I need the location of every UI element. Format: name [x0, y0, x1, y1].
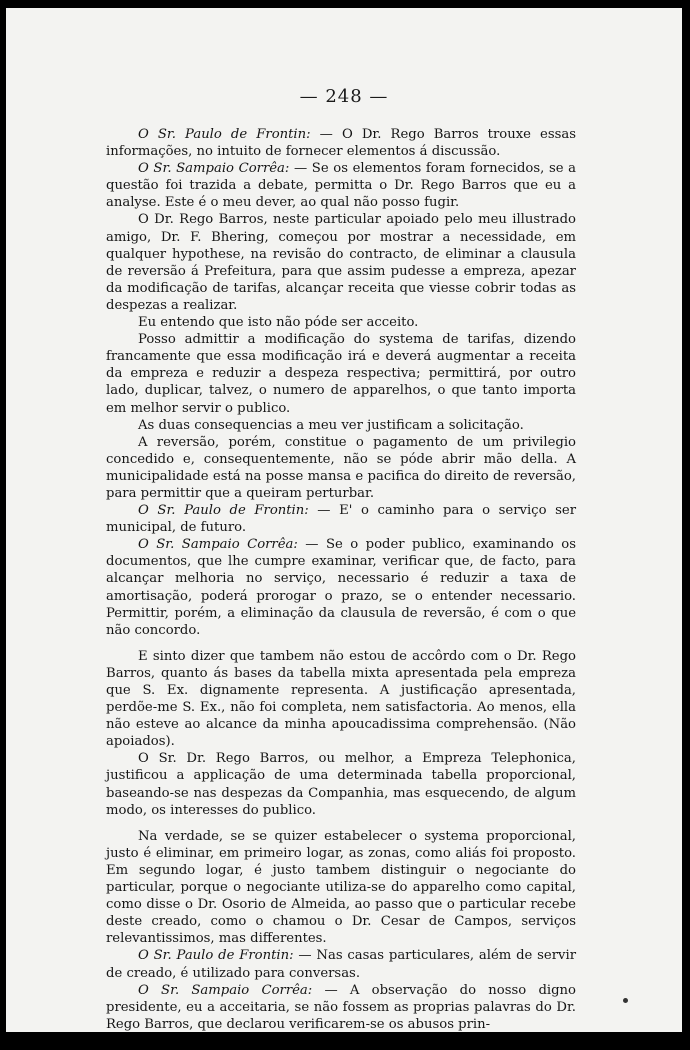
- paragraph-text: — O Dr. Rego Barros trouxe essas informações, no intuito de fornecer elementos á discussão.: [106, 127, 576, 160]
- paragraph: [106, 648, 576, 751]
- speaker-name: O Sr. Paulo de Frontin:: [138, 503, 309, 519]
- paragraph: [106, 502, 576, 536]
- paragraph-text: — Se os elementos foram fornecidos, se a questão foi trazida a debate, permitta o Dr. Rego Barros que eu a analyse. Este é o meu dever, ao qual não posso fugir.: [106, 161, 577, 211]
- page-body: [106, 126, 576, 1033]
- page-number: — 248 —: [299, 86, 389, 107]
- paragraph-text: Posso admittir a modificação do systema de tarifas, dizendo francamente que essa modificação irá e deverá augmentar a receita da empreza e reduzir a despeza respectiva; permittirá, por outro lado, duplicar, talvez, o numero de apparelhos, o que tanto importa em melhor servir o publico.: [106, 332, 576, 416]
- paragraph: [106, 417, 576, 434]
- speaker-name: O Sr. Sampaio Corrêa:: [138, 982, 313, 998]
- paragraph: [106, 211, 576, 314]
- paragraph: [106, 126, 576, 160]
- paragraph-text: — Nas casas particulares, além de servir de creado, é utilizado para conversas.: [106, 948, 576, 981]
- paragraph-text: A reversão, porém, constitue o pagamento de um privilegio concedido e, consequentemente, não se póde abrir mão della. A municipalidade está na posse mansa e pacifica do direito de reversão, para permittir que a queiram perturbar.: [106, 434, 576, 501]
- paragraph-text: O Dr. Rego Barros, neste particular apoiado pelo meu illustrado amigo, Dr. F. Bhering, começou por mostrar a necessidade, em qualquer hypothese, na revisão do contracto, de eliminar a clausula de reversão á Prefeitura, para que assim pudesse a empreza, apezar da modificação de tarifas, alcançar receita que viesse cobrir todas as despezas a realizar.: [106, 212, 576, 313]
- paragraph-text: As duas consequencias a meu ver justificam a solicitação.: [138, 417, 524, 433]
- paragraph-text: — A observação do nosso digno presidente, eu a acceitaria, se não fossem as proprias palavras do Dr. Rego Barros, que declarou verificarem-se os abusos prin-: [106, 982, 576, 1032]
- paragraph: [106, 536, 576, 639]
- paragraph-text: E sinto dizer que tambem não estou de accôrdo com o Dr. Rego Barros, quanto ás bases da tabella mixta apresentada pela empreza que S. Ex. dignamente representa. A justificação apresentada, perdõe-me S. Ex., não foi completa, nem satisfactoria. Ao menos, ella não esteve ao alcance da minha apoucadissima comprehensão. (Não apoiados).: [106, 648, 576, 750]
- ink-speck: [623, 998, 628, 1003]
- paragraph: [106, 314, 576, 331]
- book-page: [6, 8, 682, 1032]
- speaker-name: O Sr. Paulo de Frontin:: [138, 127, 311, 142]
- paragraph: [106, 828, 576, 948]
- paragraph-text: Na verdade, se se quizer estabelecer o systema proporcional, justo é eliminar, em primeiro logar, as zonas, como aliás foi proposto. Em segundo logar, é justo tambem distinguir o negociante do particular, porque o negociante utiliza-se do apparelho como capital, como disse o Dr. Osorio de Almeida, ao passo que o particular recebe deste creado, como o chamou o Dr. Cesar de Campos, serviços relevantissimos, mas differentes.: [106, 828, 576, 947]
- speaker-name: O Sr. Sampaio Corrêa:: [138, 161, 290, 177]
- paragraph-text: — Se o poder publico, examinando os documentos, que lhe cumpre examinar, verificar que, de facto, para alcançar melhoria no serviço, necessario é reduzir a taxa de amortisação, poderá prorogar o prazo, se o entender necessario. Permittir, porém, a eliminação da clausula de reversão, é com o que não concordo.: [106, 537, 576, 638]
- paragraph-text: Eu entendo que isto não póde ser acceito.: [138, 315, 419, 331]
- paragraph: [106, 982, 576, 1033]
- speaker-name: O Sr. Paulo de Frontin:: [138, 948, 294, 964]
- paragraph-text: — E' o caminho para o serviço ser municipal, de futuro.: [106, 503, 576, 536]
- paragraph: [106, 750, 576, 818]
- paragraph: [106, 331, 576, 416]
- speaker-name: O Sr. Sampaio Corrêa:: [138, 537, 298, 553]
- paragraph: [106, 434, 576, 502]
- paragraph: [106, 160, 576, 211]
- paragraph: [106, 947, 576, 981]
- paragraph-text: O Sr. Dr. Rego Barros, ou melhor, a Empreza Telephonica, justificou a applicação de uma determinada tabella proporcional, baseando-se nas despezas da Companhia, mas esquecendo, de algum modo, os interesses do publico.: [106, 751, 576, 818]
